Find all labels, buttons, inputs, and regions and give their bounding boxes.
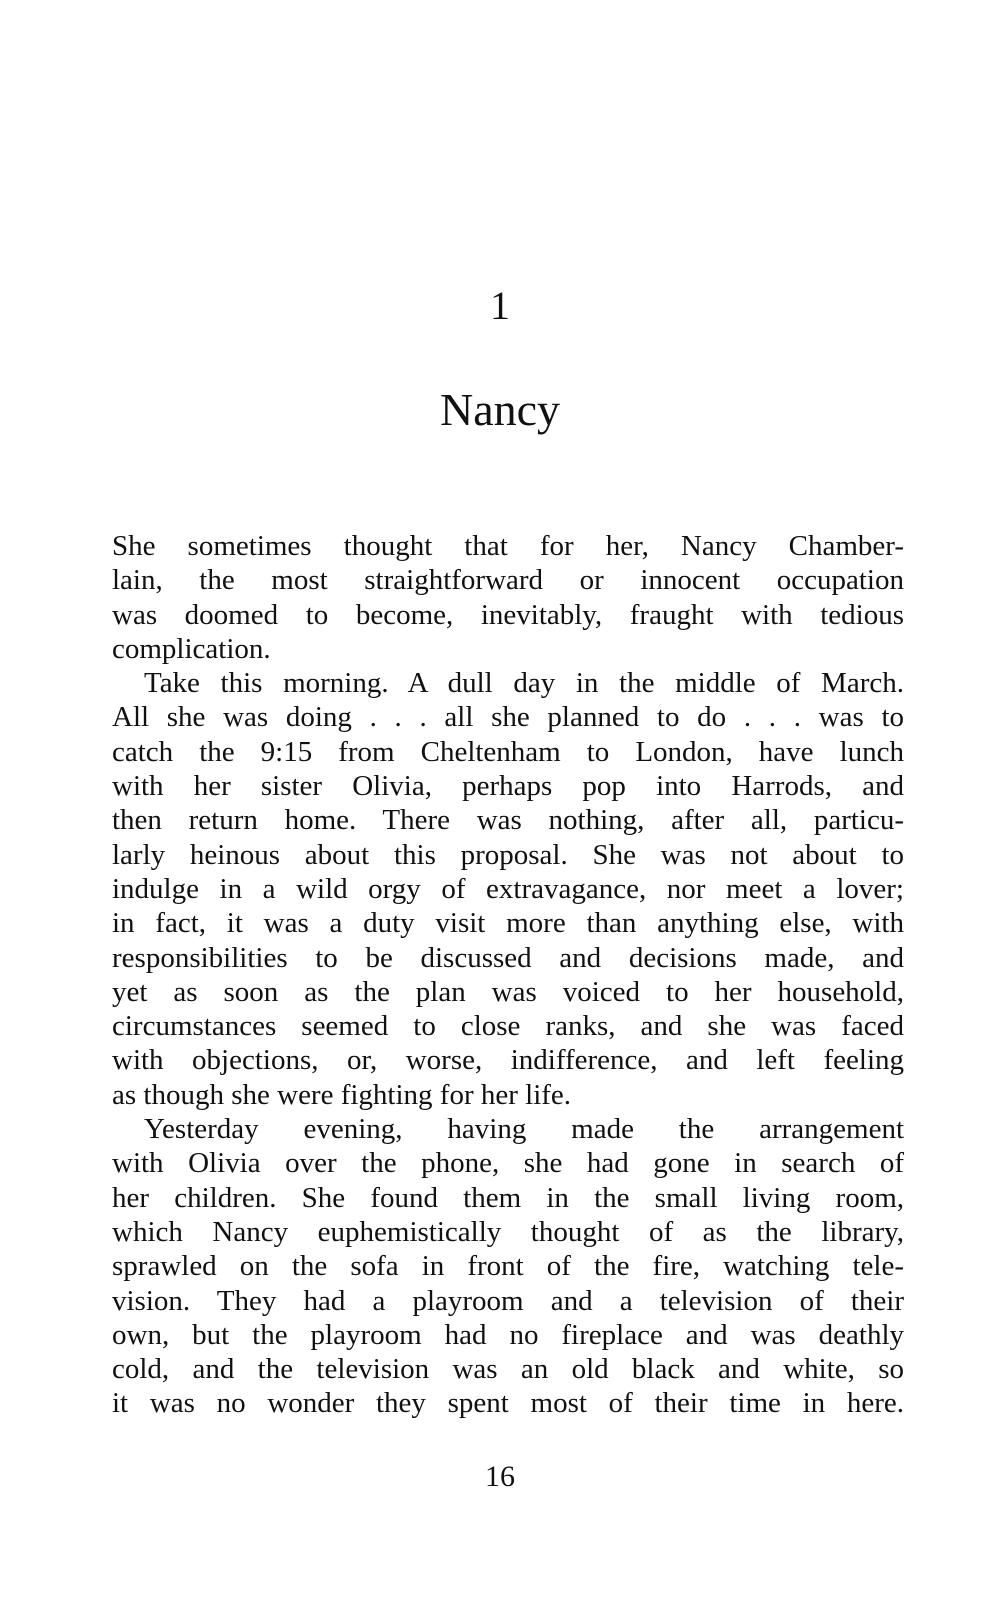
text-line: yet as soon as the plan was voiced to her household, bbox=[112, 975, 904, 1008]
text-line: All she was doing . . . all she planned to do . . . was to bbox=[112, 701, 904, 734]
text-line: with her sister Olivia, perhaps pop into Harrods, and bbox=[112, 770, 904, 803]
text-line: own, but the playroom had no fireplace and was deathly bbox=[112, 1318, 904, 1351]
text-line: it was no wonder they spent most of their time in here. bbox=[112, 1387, 904, 1420]
text-line: She sometimes thought that for her, Nancy Chamber- bbox=[112, 530, 904, 562]
text-line: cold, and the television was an old black and white, so bbox=[112, 1353, 904, 1386]
text-line: in fact, it was a duty visit more than anything else, with bbox=[112, 907, 904, 940]
text-line: responsibilities to be discussed and decisions made, and bbox=[112, 941, 904, 974]
text-line: Take this morning. A dull day in the middle of March. bbox=[144, 667, 904, 700]
text-line: which Nancy euphemistically thought of as the library, bbox=[112, 1215, 904, 1248]
paragraph-2 bbox=[112, 666, 904, 1112]
text-line: with Olivia over the phone, she had gone in search of bbox=[112, 1147, 904, 1180]
text-line: circumstances seemed to close ranks, and she was faced bbox=[112, 1010, 904, 1043]
text-line: complication. bbox=[112, 632, 271, 665]
chapter-number: 1 bbox=[490, 283, 510, 328]
chapter-title: Nancy bbox=[439, 384, 561, 435]
text-line: lain, the most straightforward or innocent occupation bbox=[112, 564, 904, 597]
text-line: as though she were fighting for her life. bbox=[112, 1078, 572, 1111]
text-line: catch the 9:15 from Cheltenham to London, have lunch bbox=[112, 735, 904, 768]
text-line: larly heinous about this proposal. She was not about to bbox=[112, 838, 904, 871]
page-number: 16 bbox=[485, 1460, 515, 1493]
text-line: with objections, or, worse, indifference, and left feeling bbox=[112, 1044, 904, 1077]
text-line: indulge in a wild orgy of extravagance, nor meet a lover; bbox=[112, 872, 904, 905]
paragraph-3 bbox=[112, 1112, 904, 1421]
text-line: Yesterday evening, having made the arrangement bbox=[144, 1113, 904, 1146]
text-line: was doomed to become, inevitably, fraught with tedious bbox=[112, 598, 904, 631]
body-text bbox=[112, 529, 904, 1421]
text-line: then return home. There was nothing, after all, particu- bbox=[112, 804, 904, 837]
paragraph-1 bbox=[112, 529, 904, 666]
text-line: sprawled on the sofa in front of the fire, watching tele- bbox=[112, 1250, 904, 1283]
text-line: vision. They had a playroom and a television of their bbox=[112, 1284, 904, 1317]
text-line: her children. She found them in the small living room, bbox=[112, 1181, 904, 1214]
